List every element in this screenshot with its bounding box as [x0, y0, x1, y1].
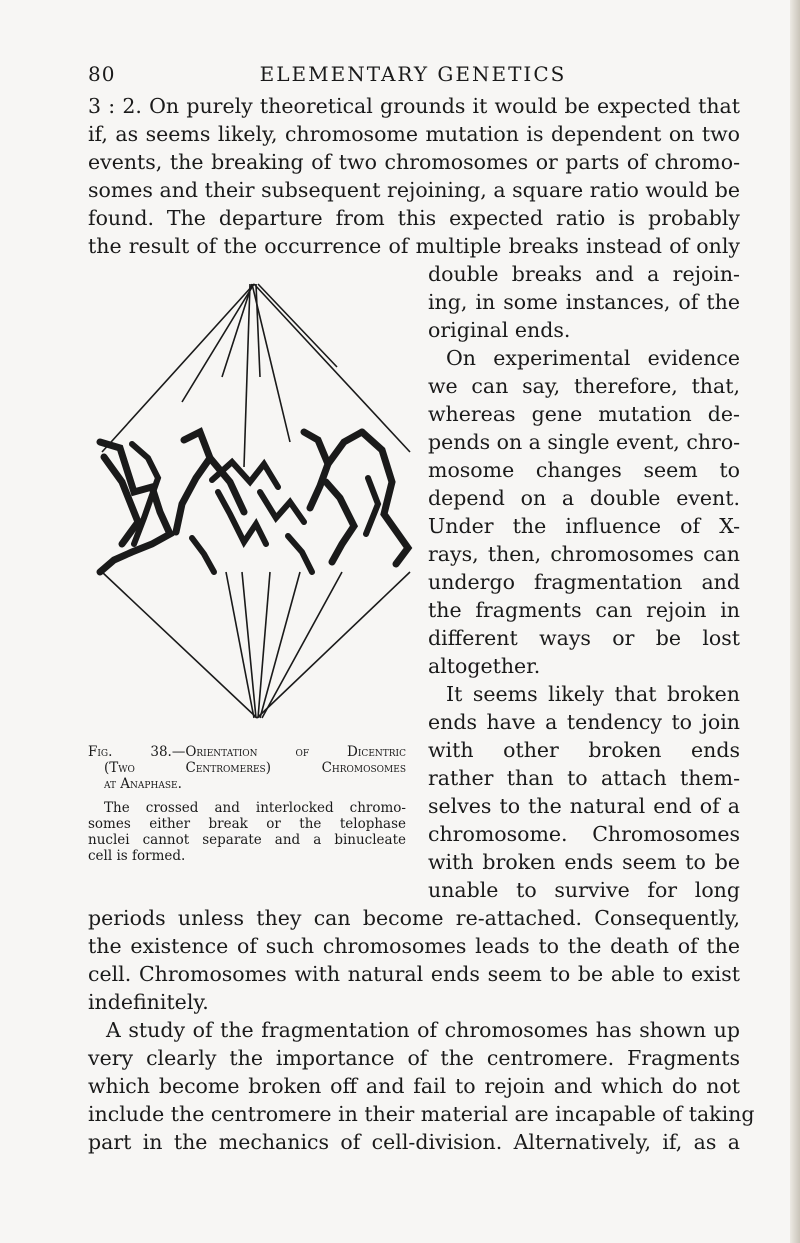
- body-line: double breaks and a rejoin-: [428, 262, 740, 286]
- body-line: It seems likely that broken: [446, 682, 740, 706]
- body-line: periods unless they can become re-attached. Consequently,: [88, 906, 740, 930]
- page-edge: [790, 0, 800, 1243]
- body-line: whereas gene mutation de-: [428, 402, 740, 426]
- body-line: events, the breaking of two chromosomes or parts of chromo-: [88, 150, 740, 174]
- body-line: ing, in some instances, of the: [428, 290, 740, 314]
- page-number: 80: [88, 62, 116, 86]
- body-line: chromosome. Chromosomes: [428, 822, 740, 846]
- body-line: part in the mechanics of cell-division. Alternatively, if, as a: [88, 1130, 740, 1154]
- body-line: different ways or be lost: [428, 626, 740, 650]
- body-line: very clearly the importance of the centromere. Fragments: [88, 1046, 740, 1070]
- body-line: somes and their subsequent rejoining, a square ratio would be: [88, 178, 740, 202]
- figure-caption-title: (Two Centromeres) Chromosomes: [104, 760, 406, 776]
- figure-caption-body: nuclei cannot separate and a binucleate: [88, 832, 406, 848]
- figure-caption-body: The crossed and interlocked chromo-: [104, 800, 406, 816]
- body-line: ends have a tendency to join: [428, 710, 740, 734]
- body-line: we can say, therefore, that,: [428, 374, 740, 398]
- chromosomes: [100, 432, 408, 572]
- dicentric-chromosome-figure: [92, 282, 422, 742]
- body-line: the existence of such chromosomes leads to the death of the: [88, 934, 740, 958]
- body-line: selves to the natural end of a: [428, 794, 740, 818]
- body-line: rays, then, chromosomes can: [428, 542, 740, 566]
- figure-caption-title: at Anaphase.: [104, 776, 182, 792]
- body-line: unable to survive for long: [428, 878, 740, 902]
- figure-caption-body: cell is formed.: [88, 848, 186, 864]
- body-line: the fragments can rejoin in: [428, 598, 740, 622]
- running-head: [88, 62, 738, 90]
- body-line: with other broken ends: [428, 738, 740, 762]
- body-line: A study of the fragmentation of chromosomes has shown up: [106, 1018, 740, 1042]
- figure-caption-body: somes either break or the telophase: [88, 816, 406, 832]
- body-line: which become broken off and fail to rejoin and which do not: [88, 1074, 740, 1098]
- body-line: original ends.: [428, 318, 571, 342]
- body-line: with broken ends seem to be: [428, 850, 740, 874]
- body-line: cell. Chromosomes with natural ends seem to be able to exist: [88, 962, 740, 986]
- body-line: altogether.: [428, 654, 541, 678]
- body-line: rather than to attach them-: [428, 766, 740, 790]
- body-line: On experimental evidence: [446, 346, 740, 370]
- body-line: the result of the occurrence of multiple breaks instead of only: [88, 234, 740, 258]
- body-line: include the centromere in their material are incapable of taking: [88, 1102, 755, 1126]
- running-title: ELEMENTARY GENETICS: [259, 62, 567, 86]
- body-line: indefinitely.: [88, 990, 209, 1014]
- body-line: Under the influence of X-: [428, 514, 740, 538]
- body-line: pends on a single event, chro-: [428, 430, 741, 454]
- body-line: 3 : 2. On purely theoretical grounds it would be expected that: [88, 94, 740, 118]
- body-line: undergo fragmentation and: [428, 570, 740, 594]
- body-line: depend on a double event.: [428, 486, 740, 510]
- body-line: if, as seems likely, chromosome mutation is dependent on two: [88, 122, 740, 146]
- figure-caption-title: Fig. 38.—Orientation of Dicentric: [88, 744, 406, 760]
- body-line: mosome changes seem to: [428, 458, 740, 482]
- body-line: found. The departure from this expected ratio is probably: [88, 206, 740, 230]
